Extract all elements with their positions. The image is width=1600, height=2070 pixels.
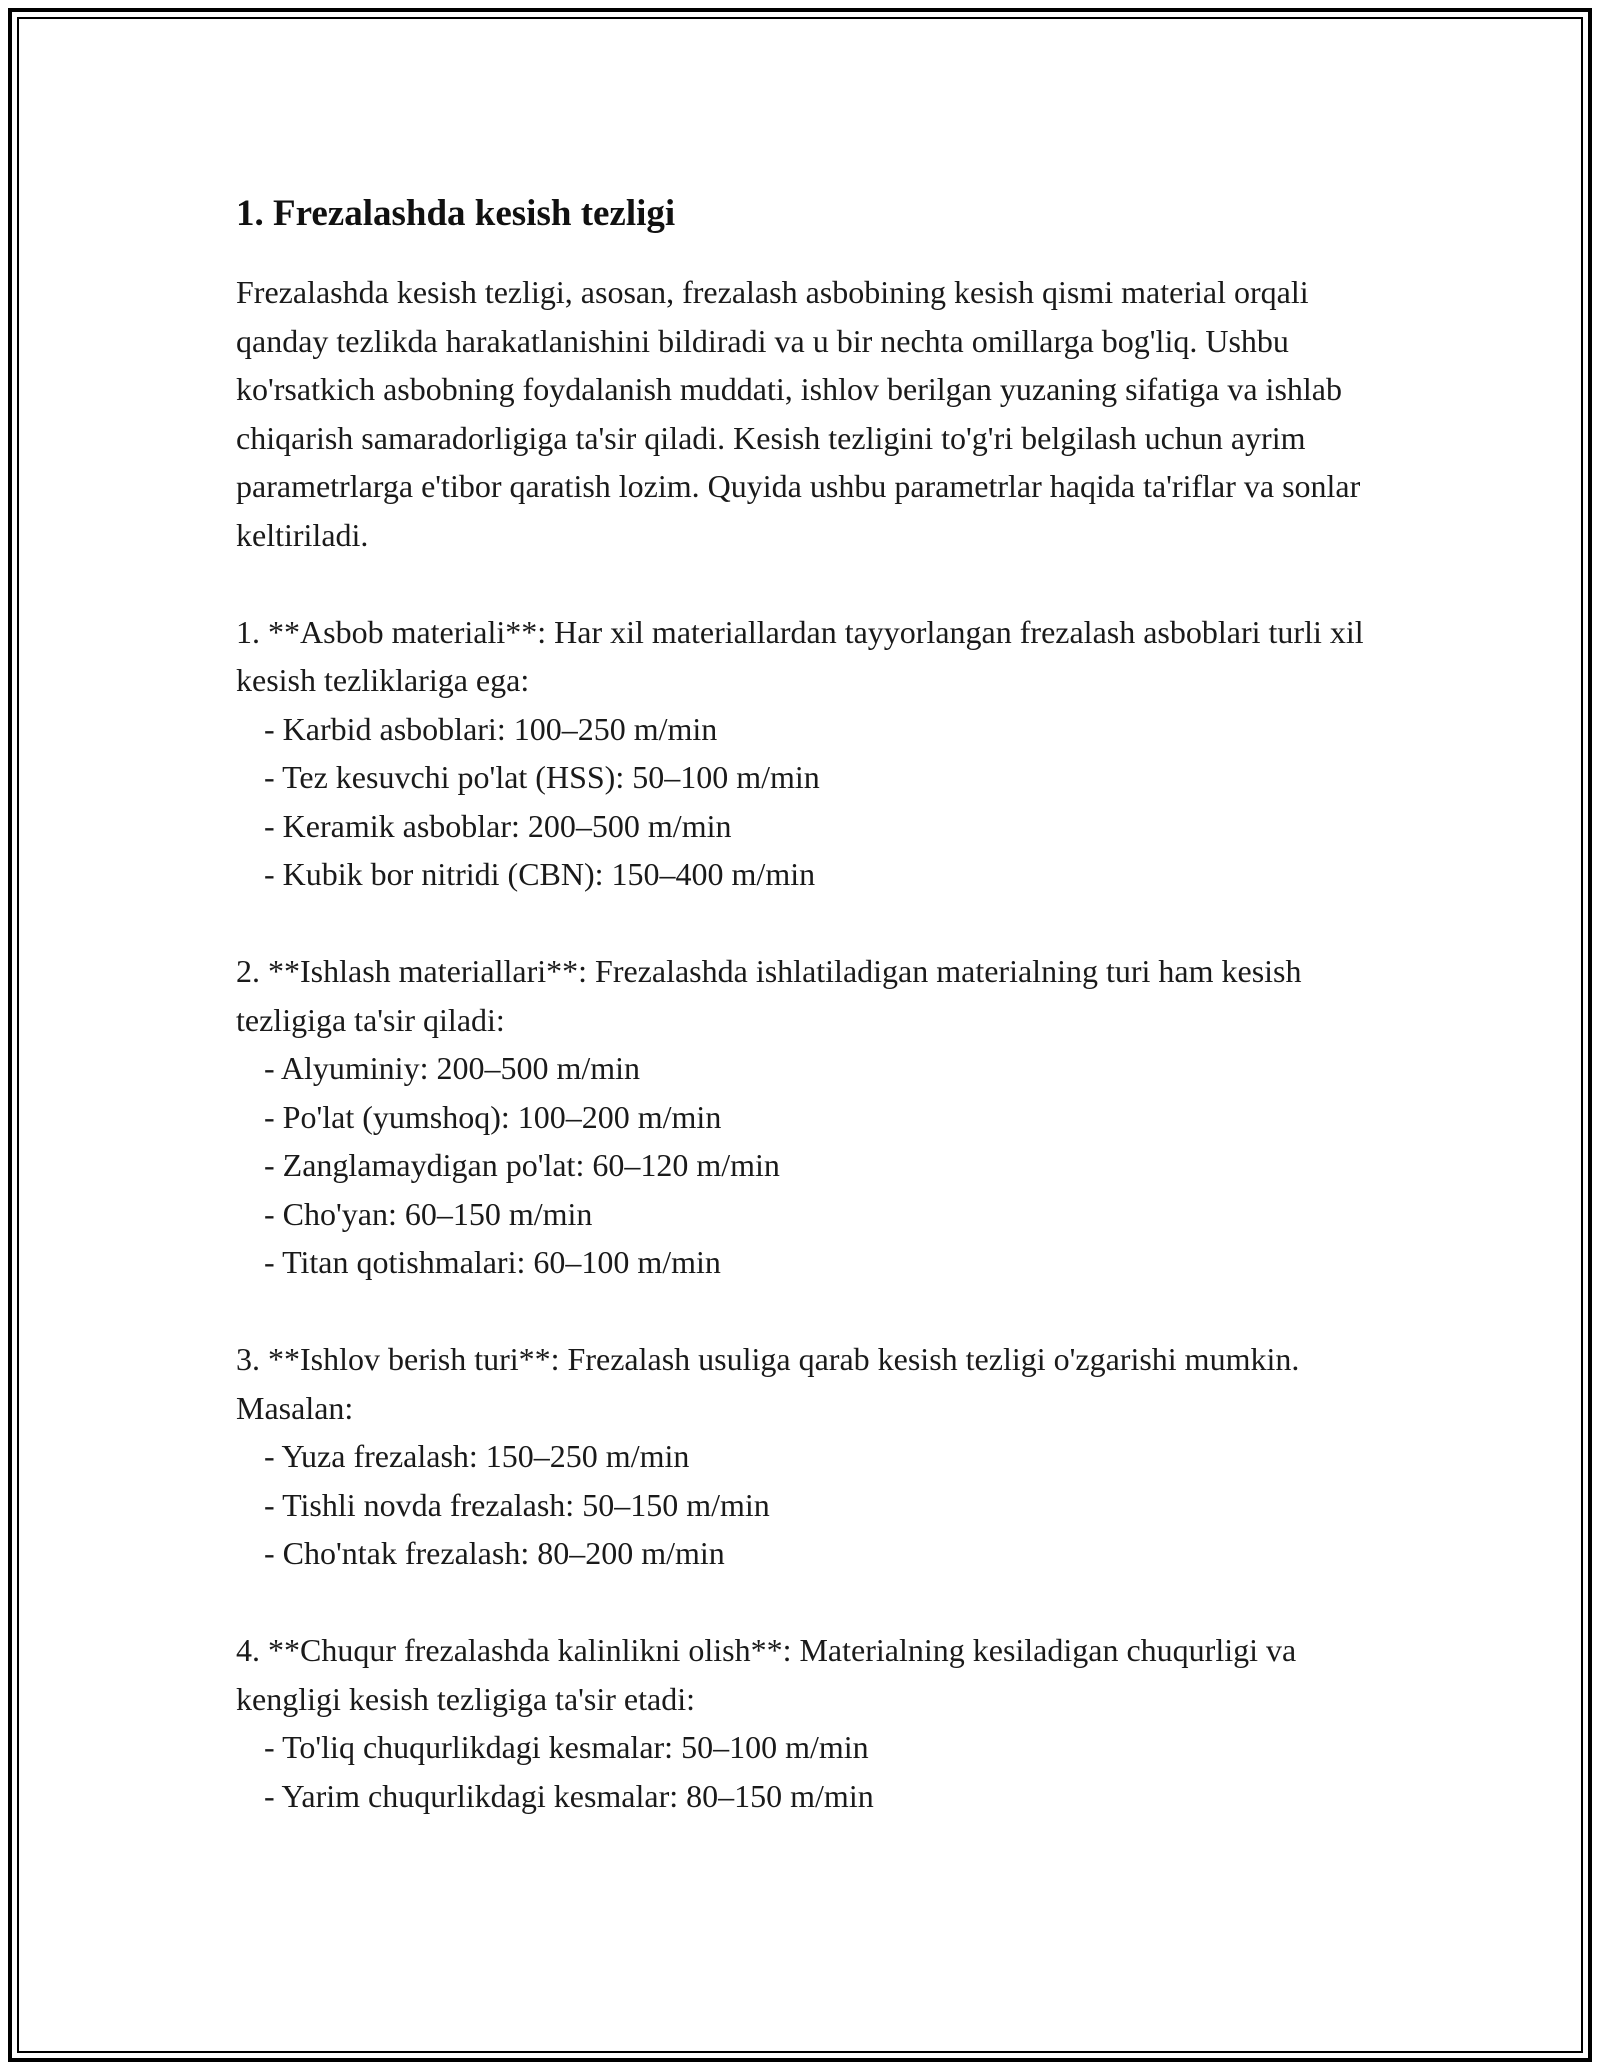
list-item: - Tishli novda frezalash: 50–150 m/min (264, 1486, 770, 1523)
value-list (236, 1723, 1386, 1820)
list-item: - Karbid asboblari: 100–250 m/min (264, 710, 718, 747)
list-item: - Yarim chuqurlikdagi kesmalar: 80–150 m/min (264, 1777, 874, 1814)
section-machining-type (236, 1335, 1386, 1578)
section-heading: 1. **Asbob materiali**: Har xil materiallardan tayyorlangan frezalash asboblari turli xil kesish tezliklariga ega: (236, 613, 1364, 698)
value-list (236, 1432, 1386, 1578)
list-item: - Alyuminiy: 200–500 m/min (264, 1050, 641, 1086)
document-title: 1. Frezalashda kesish tezligi (236, 193, 676, 234)
list-item: - Cho'ntak frezalash: 80–200 m/min (264, 1535, 725, 1571)
list-item: - To'liq chuqurlikdagi kesmalar: 50–100 m/min (264, 1729, 869, 1765)
list-item: - Tez kesuvchi po'lat (HSS): 50–100 m/min (264, 759, 820, 795)
section-tool-material (236, 608, 1386, 899)
section-cut-depth (236, 1626, 1386, 1820)
intro-paragraph: Frezalashda kesish tezligi, asosan, frezalash asbobining kesish qismi material orqali qanday tezlikda harakatlanishini bildiradi va u bir nechta omillarga bog'liq. Ushbu ko'rsatkich asbobning foydalanish muddati, ishlov berilgan yuzaning sifatiga va ishlab chiqarish samaradorligiga ta'sir qiladi. Kesish tezligini to'g'ri belgilash uchun ayrim parametrlarga e'tibor qaratish lozim. Quyida ushbu parametrlar haqida ta'riflar va sonlar keltiriladi. (236, 274, 1361, 553)
section-heading: 3. **Ishlov berish turi**: Frezalash usuliga qarab kesish tezligi o'zgarishi mumkin. Masalan: (236, 1341, 1300, 1426)
list-item: - Cho'yan: 60–150 m/min (264, 1195, 593, 1232)
value-list (236, 705, 1386, 899)
list-item: - Titan qotishmalari: 60–100 m/min (264, 1244, 721, 1280)
list-item: - Yuza frezalash: 150–250 m/min (264, 1438, 690, 1474)
section-heading: 4. **Chuqur frezalashda kalinlikni olish**: Materialning kesiladigan chuqurligi va kengligi kesish tezligiga ta'sir etadi: (236, 1632, 1297, 1717)
value-list (236, 1044, 1386, 1287)
list-item: - Kubik bor nitridi (CBN): 150–400 m/min (264, 856, 816, 892)
document-body (236, 190, 1386, 1820)
list-item: - Po'lat (yumshoq): 100–200 m/min (264, 1098, 722, 1135)
list-item: - Zanglamaydigan po'lat: 60–120 m/min (264, 1147, 780, 1183)
section-heading: 2. **Ishlash materiallari**: Frezalashda ishlatiladigan materialning turi ham kesish tezligiga ta'sir qiladi: (236, 953, 1302, 1038)
list-item: - Keramik asboblar: 200–500 m/min (264, 807, 732, 844)
section-workpiece-materials (236, 947, 1386, 1287)
